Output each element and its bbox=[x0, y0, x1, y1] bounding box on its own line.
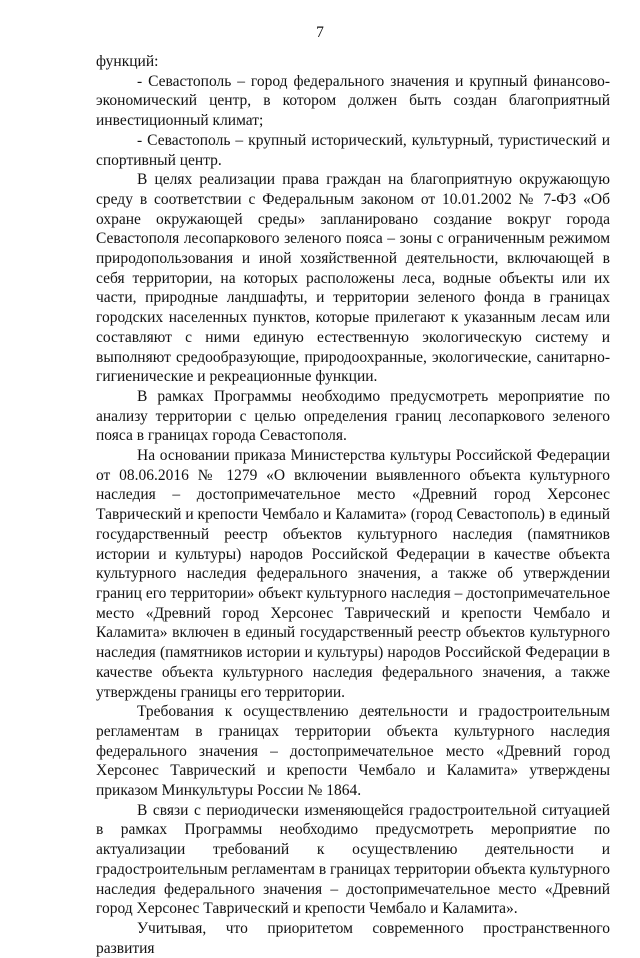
paragraph-priority: Учитывая, что приоритетом современного пространственного развития bbox=[96, 919, 610, 957]
paragraph-requirements: Требования к осуществлению деятельности и градостроительным регламентам в границах территории объекта культурного наследия федерального значения – достопримечательное место «Древний город Херсонес Таврический и крепости Чембало и Каламита» утверждены приказом Минкультуры России № 1864. bbox=[96, 703, 610, 800]
paragraph-program-analysis: В рамках Программы необходимо предусмотреть мероприятие по анализу территории с целью определения границ лесопаркового зеленого пояса в границах города Севастополя. bbox=[96, 387, 610, 445]
page-number: 7 bbox=[316, 24, 324, 41]
paragraph-continuation: функций: bbox=[96, 53, 159, 70]
document-body bbox=[96, 52, 610, 958]
paragraph-ministry-order: На основании приказа Министерства культуры Российской Федерации от 08.06.2016 № 1279 «О включении выявленного объекта культурного наследия – достопримечательное место «Древний город Херсонес Таврический и крепости Чембало и Каламита» (город Севастополь) в единый государственный реестр объектов культурного наследия (памятников истории и культуры) народов Российской Федерации в качестве объекта культурного наследия федерального значения, а также об утверждении границ его территории» объект культурного наследия – достопримечательное место «Древний город Херсонес Таврический и крепости Чембало и Каламита» включен в единый государственный реестр объектов культурного наследия (памятников истории и культуры) народов Российской Федерации в качестве объекта культурного наследия федерального значения, а также утверждены границы его территории. bbox=[96, 447, 610, 701]
list-item-sevastopol-finance: - Севастополь – город федерального значения и крупный финансово-экономический центр, в котором должен быть создан благоприятный инвестиционный климат; bbox=[96, 72, 610, 130]
list-item-sevastopol-culture: - Севастополь – крупный исторический, культурный, туристический и спортивный центр. bbox=[96, 131, 610, 169]
paragraph-urban-situation: В связи с периодически изменяющейся градостроительной ситуацией в рамках Программы необходимо предусмотреть мероприятие по актуализации требований к осуществлению деятельности и градостроительным регламентам в границах территории объекта культурного наследия федерального значения – достопримечательное место «Древний город Херсонес Таврический и крепости Чембало и Каламита». bbox=[96, 801, 610, 918]
paragraph-green-belt: В целях реализации права граждан на благоприятную окружающую среду в соответствии с Федеральным законом от 10.01.2002 № 7-ФЗ «Об охране окружающей среды» запланировано создание вокруг города Севастополя лесопаркового зеленого пояса – зоны с ограниченным режимом природопользования и иной хозяйственной деятельности, включающей в себя территории, на которых расположены леса, водные объекты или их части, природные ландшафты, и территории зеленого фонда в границах городских населенных пунктов, которые прилегают к указанным лесам или составляют с ними единую естественную экологическую систему и выполняют средообразующие, природоохранные, экологические, санитарно-гигиенические и рекреационные функции. bbox=[96, 171, 610, 386]
